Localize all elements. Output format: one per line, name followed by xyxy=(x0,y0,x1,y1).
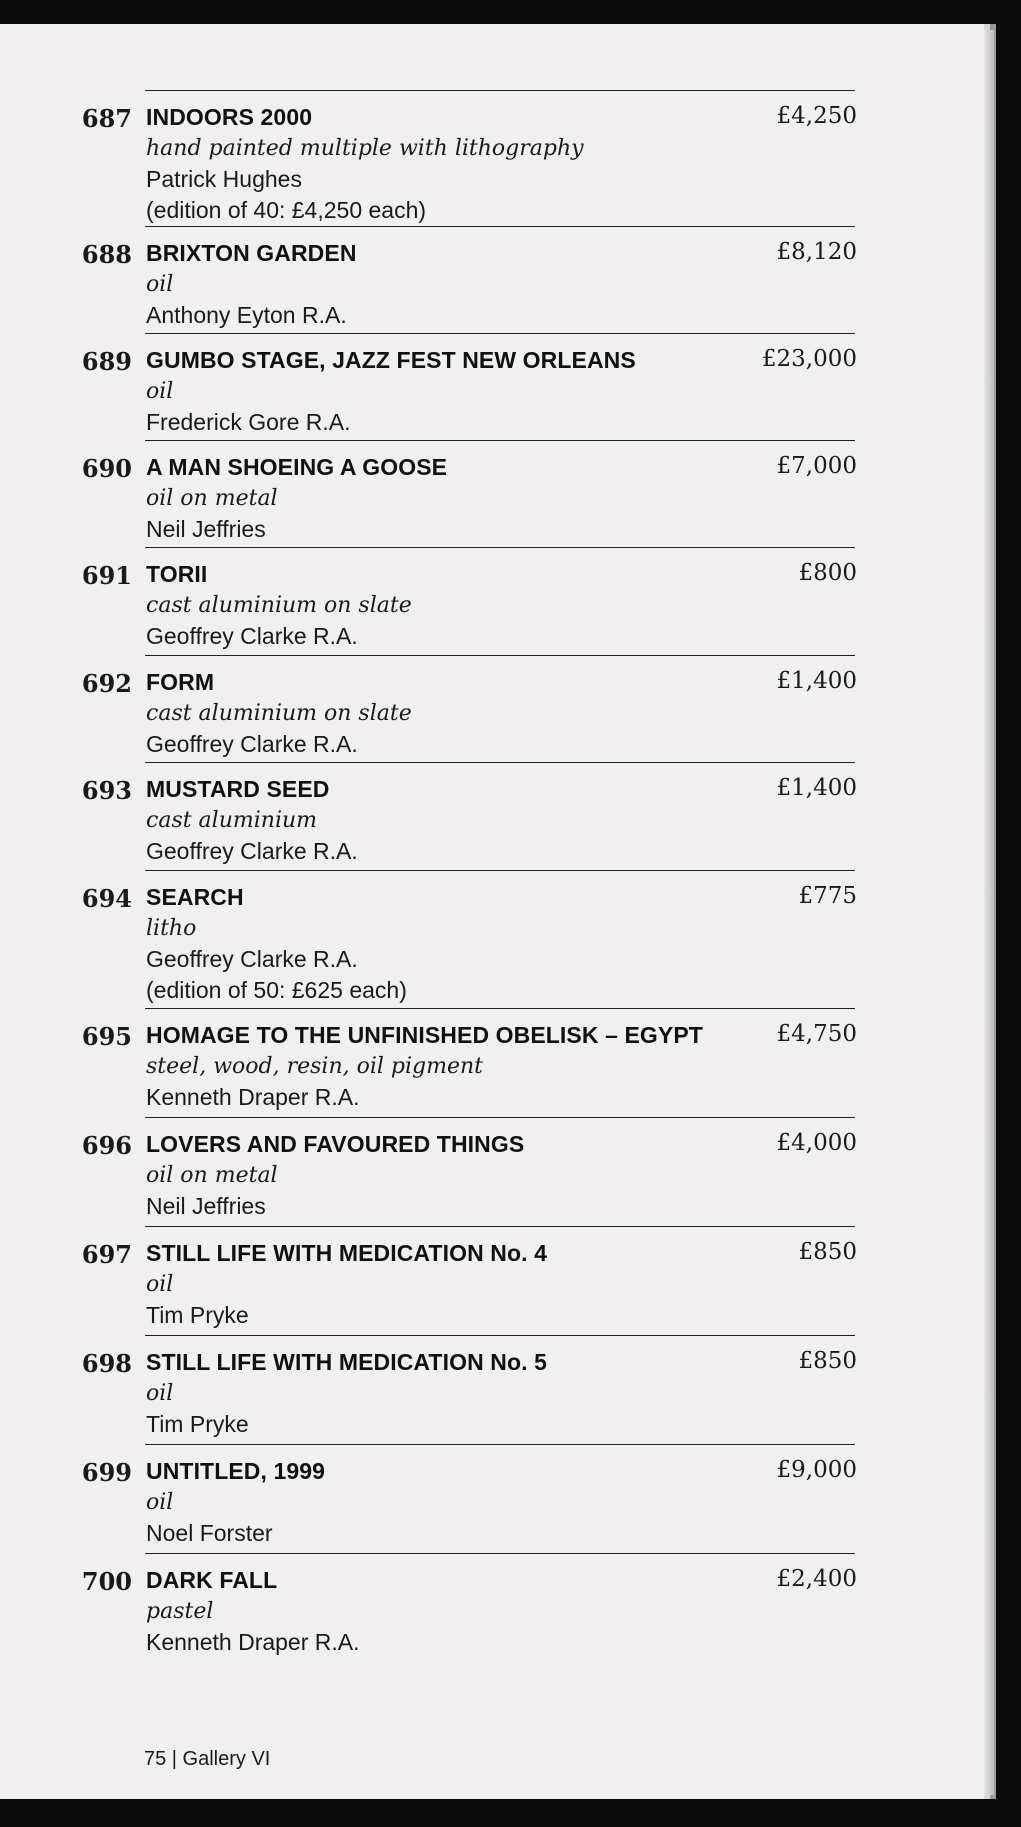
entry-medium: oil xyxy=(146,1272,174,1297)
entry-price: £4,250 xyxy=(776,103,857,129)
entry-price: £775 xyxy=(798,883,857,909)
entry-divider xyxy=(145,333,855,334)
entry-title: FORM xyxy=(146,669,215,695)
entry-price: £4,000 xyxy=(776,1130,857,1156)
entry-medium: oil xyxy=(146,1381,174,1406)
entry-divider xyxy=(145,440,855,441)
entry-price: £4,750 xyxy=(776,1021,857,1047)
entry-medium: cast aluminium xyxy=(146,808,318,833)
entry-artist: Geoffrey Clarke R.A. xyxy=(146,623,358,649)
entry-title: TORII xyxy=(146,561,208,587)
entry-divider xyxy=(145,1553,855,1554)
entry-number: 693 xyxy=(81,776,132,805)
entry-details xyxy=(146,1347,756,1440)
entry-number: 687 xyxy=(81,104,132,133)
entry-title: INDOORS 2000 xyxy=(146,104,313,130)
entry-divider xyxy=(145,547,855,548)
entry-divider xyxy=(145,655,855,656)
entry-details xyxy=(146,882,756,1006)
entry-artist: Geoffrey Clarke R.A. xyxy=(146,946,358,972)
entry-artist: Geoffrey Clarke R.A. xyxy=(146,838,358,864)
entry-number: 694 xyxy=(81,884,132,913)
entry-divider xyxy=(145,870,855,871)
entry-divider xyxy=(145,1444,855,1445)
entry-divider xyxy=(145,1117,855,1118)
page-footer: 75 | Gallery VI xyxy=(144,1748,271,1770)
entry-details xyxy=(146,1238,756,1331)
entry-number: 692 xyxy=(81,669,132,698)
entry-details xyxy=(146,667,756,760)
entry-medium: oil xyxy=(146,379,174,404)
entry-number: 695 xyxy=(81,1022,132,1051)
entry-number: 691 xyxy=(81,561,132,590)
entry-details xyxy=(146,774,756,867)
entry-edition: (edition of 50: £625 each) xyxy=(146,977,407,1003)
entry-details xyxy=(146,559,756,652)
entry-price: £800 xyxy=(798,560,857,586)
entry-title: HOMAGE TO THE UNFINISHED OBELISK – EGYPT xyxy=(146,1022,703,1048)
entry-medium: oil xyxy=(146,1490,174,1515)
entry-details xyxy=(146,452,756,545)
entry-divider xyxy=(145,1226,855,1227)
entry-title: DARK FALL xyxy=(146,1567,278,1593)
entry-medium: cast aluminium on slate xyxy=(146,593,412,618)
entry-details xyxy=(146,102,756,226)
entry-price: £7,000 xyxy=(776,453,857,479)
entry-divider xyxy=(145,762,855,763)
entry-divider xyxy=(145,90,855,91)
entry-medium: hand painted multiple with lithography xyxy=(146,136,584,161)
entry-number: 688 xyxy=(81,240,132,269)
entry-number: 696 xyxy=(81,1131,132,1160)
entry-price: £850 xyxy=(798,1239,857,1265)
entry-medium: oil on metal xyxy=(146,486,278,511)
entry-details xyxy=(146,345,756,438)
entry-medium: steel, wood, resin, oil pigment xyxy=(146,1054,484,1079)
entry-price: £23,000 xyxy=(761,346,857,372)
entry-price: £8,120 xyxy=(776,239,857,265)
entry-details xyxy=(146,1020,756,1113)
entry-details xyxy=(146,238,756,331)
entry-title: BRIXTON GARDEN xyxy=(146,240,357,266)
entry-details xyxy=(146,1565,756,1658)
entry-title: A MAN SHOEING A GOOSE xyxy=(146,454,448,480)
entry-artist: Kenneth Draper R.A. xyxy=(146,1629,360,1655)
entry-medium: pastel xyxy=(146,1599,214,1624)
entry-price: £1,400 xyxy=(776,775,857,801)
entry-medium: oil xyxy=(146,272,174,297)
entry-divider xyxy=(145,1335,855,1336)
entry-price: £9,000 xyxy=(776,1457,857,1483)
entry-title: LOVERS AND FAVOURED THINGS xyxy=(146,1131,525,1157)
entry-title: GUMBO STAGE, JAZZ FEST NEW ORLEANS xyxy=(146,347,636,373)
entry-number: 700 xyxy=(81,1567,132,1596)
entry-title: UNTITLED, 1999 xyxy=(146,1458,326,1484)
page-edge xyxy=(984,30,994,1795)
entry-title: SEARCH xyxy=(146,884,244,910)
entry-artist: Frederick Gore R.A. xyxy=(146,409,351,435)
entry-details xyxy=(146,1456,756,1549)
entry-details xyxy=(146,1129,756,1222)
entry-artist: Anthony Eyton R.A. xyxy=(146,302,347,328)
entry-artist: Geoffrey Clarke R.A. xyxy=(146,731,358,757)
entry-title: MUSTARD SEED xyxy=(146,776,330,802)
entry-artist: Tim Pryke xyxy=(146,1302,249,1328)
entry-edition: (edition of 40: £4,250 each) xyxy=(146,197,427,223)
entry-number: 698 xyxy=(81,1349,132,1378)
entry-artist: Kenneth Draper R.A. xyxy=(146,1084,360,1110)
entry-title: STILL LIFE WITH MEDICATION No. 4 xyxy=(146,1240,547,1266)
entry-artist: Neil Jeffries xyxy=(146,1193,266,1219)
entry-number: 697 xyxy=(81,1240,132,1269)
entry-divider xyxy=(145,1008,855,1009)
entry-title: STILL LIFE WITH MEDICATION No. 5 xyxy=(146,1349,547,1375)
entry-artist: Tim Pryke xyxy=(146,1411,249,1437)
entry-artist: Neil Jeffries xyxy=(146,516,266,542)
entry-number: 689 xyxy=(81,347,132,376)
entry-artist: Patrick Hughes xyxy=(146,166,302,192)
entry-price: £2,400 xyxy=(776,1566,857,1592)
entry-price: £1,400 xyxy=(776,668,857,694)
entry-medium: oil on metal xyxy=(146,1163,278,1188)
entry-number: 690 xyxy=(81,454,132,483)
entry-medium: cast aluminium on slate xyxy=(146,701,412,726)
entry-medium: litho xyxy=(146,916,197,941)
entry-price: £850 xyxy=(798,1348,857,1374)
entry-number: 699 xyxy=(81,1458,132,1487)
entry-divider xyxy=(145,226,855,227)
entry-artist: Noel Forster xyxy=(146,1520,273,1546)
